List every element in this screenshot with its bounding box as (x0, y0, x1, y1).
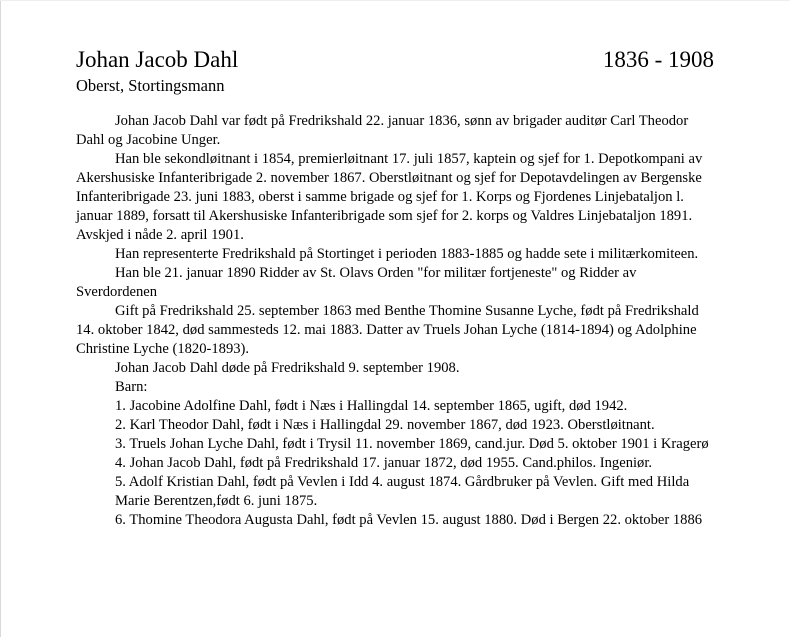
child-item-6: 6. Thomine Theodora Augusta Dahl, født på Vevlen 15. august 1880. Død i Bergen 22. oktober 1886 (115, 512, 703, 528)
paragraph-storting: Han representerte Fredrikshald på Stortinget i perioden 1883-1885 og hadde sete i militærkomiteen. (115, 246, 699, 262)
paragraph-marriage: Gift på Fredrikshald 25. september 1863 med Benthe Thomine Susanne Lyche, født på Fredrikshald 14. oktober 1842, død sammesteds 12. mai 1883. Datter av Truels Johan Lyche (1814-1894) og Adolphine Christine Lyche (1820-1893). (76, 303, 699, 357)
children-heading: Barn: (115, 379, 148, 395)
page-edge-left (0, 0, 1, 637)
paragraph-birth: Johan Jacob Dahl var født på Fredrikshald 22. januar 1836, sønn av brigader auditør Carl Theodor Dahl og Jacobine Unger. (76, 113, 689, 148)
person-title: Oberst, Stortingsmann (76, 76, 225, 95)
child-item-2: 2. Karl Theodor Dahl, født i Næs i Hallingdal 29. november 1867, død 1923. Oberstløitnant. (115, 417, 655, 433)
paragraph-death: Johan Jacob Dahl døde på Fredrikshald 9. september 1908. (115, 360, 460, 376)
child-item-3: 3. Truels Johan Lyche Dahl, født i Trysil 11. november 1869, cand.jur. Død 5. oktober 1901 i Kragerø (115, 436, 709, 452)
biography-body (76, 112, 716, 530)
child-item-5: 5. Adolf Kristian Dahl, født på Vevlen i Idd 4. august 1874. Gårdbruker på Vevlen. Gift med Hilda Marie Berentzen,født 6. juni 1875. (115, 474, 690, 509)
life-years: 1836 - 1908 (602, 47, 714, 72)
paragraph-career: Han ble sekondløitnant i 1854, premierløitnant 17. juli 1857, kaptein og sjef for 1. Depotkompani av Akershusiske Infanteribrigade 2. november 1867. Oberstløitnant og sjef for Depotavdelingen av Bergenske Infanteribrigade 23. juni 1883, oberst i samme brigade og sjef for 1. Korps og Fjordenes Linjebataljon l. januar 1889, forsatt til Akershusiske Infanteribrigade som sjef for 2. korps og Valdres Linjebataljon 1891. Avskjed i nåde 2. april 1901. (76, 151, 703, 243)
paragraph-honours: Han ble 21. januar 1890 Ridder av St. Olavs Orden "for militær fortjeneste" og Ridder av Sverdordenen (76, 265, 637, 300)
person-name: Johan Jacob Dahl (76, 47, 239, 72)
page-edge-top (0, 0, 790, 1)
document-header (76, 46, 714, 76)
child-item-1: 1. Jacobine Adolfine Dahl, født i Næs i Hallingdal 14. september 1865, ugift, død 1942. (115, 398, 628, 414)
child-item-4: 4. Johan Jacob Dahl, født på Fredrikshald 17. januar 1872, død 1955. Cand.philos. Ingeniør. (115, 455, 653, 471)
